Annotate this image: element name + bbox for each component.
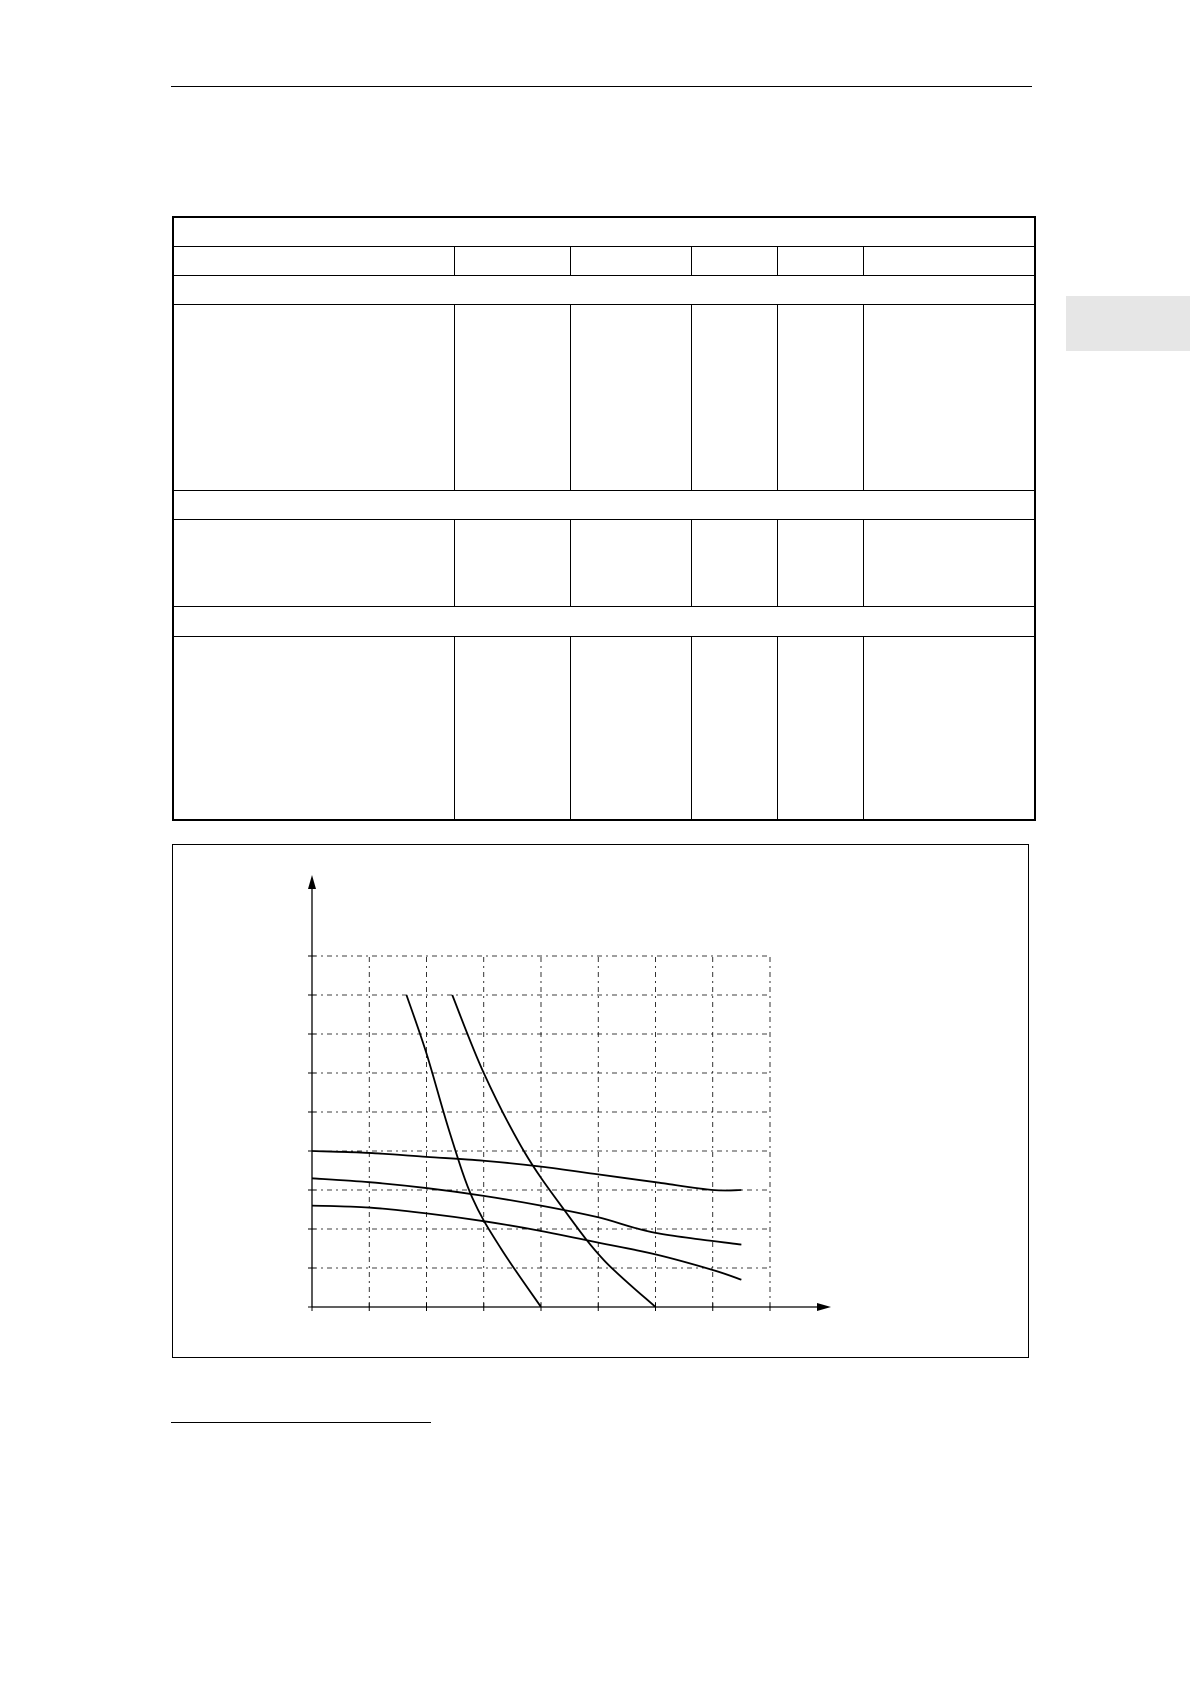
table-cell bbox=[173, 636, 454, 820]
header-cell-2 bbox=[454, 246, 570, 275]
table-cell bbox=[173, 304, 454, 490]
section-heading-cell-2 bbox=[173, 490, 1035, 519]
specification-table bbox=[172, 216, 1036, 821]
table-cell bbox=[454, 519, 570, 606]
table-title-cell bbox=[173, 217, 1035, 246]
header-cell-3 bbox=[570, 246, 691, 275]
footnote-rule bbox=[171, 1422, 431, 1423]
table-cell bbox=[863, 519, 1035, 606]
section-row-2 bbox=[173, 490, 1035, 519]
table-cell bbox=[777, 519, 863, 606]
table-header-row bbox=[173, 246, 1035, 275]
table-title-row bbox=[173, 217, 1035, 246]
section-row-3 bbox=[173, 607, 1035, 636]
series-line-3 bbox=[312, 1206, 741, 1280]
header-rule bbox=[171, 86, 1032, 87]
section-heading-cell-1 bbox=[173, 275, 1035, 304]
table-cell bbox=[570, 519, 691, 606]
header-cell-4 bbox=[691, 246, 777, 275]
table-row bbox=[173, 304, 1035, 490]
header-cell-5 bbox=[777, 246, 863, 275]
chapter-tab-marker bbox=[1066, 296, 1190, 351]
table-cell bbox=[777, 636, 863, 820]
header-cell-1 bbox=[173, 246, 454, 275]
table-cell bbox=[691, 519, 777, 606]
section-row-1 bbox=[173, 275, 1035, 304]
x-axis-arrow bbox=[817, 1303, 831, 1311]
series-line-2 bbox=[312, 1178, 741, 1244]
characteristic-curve-chart bbox=[173, 845, 1030, 1359]
table-cell bbox=[570, 636, 691, 820]
table-cell bbox=[777, 304, 863, 490]
header-cell-6 bbox=[863, 246, 1035, 275]
section-heading-cell-3 bbox=[173, 607, 1035, 636]
table-cell bbox=[863, 304, 1035, 490]
y-axis-arrow bbox=[308, 875, 316, 889]
table-row bbox=[173, 636, 1035, 820]
table-row bbox=[173, 519, 1035, 606]
table-cell bbox=[691, 636, 777, 820]
table-cell bbox=[570, 304, 691, 490]
table-cell bbox=[863, 636, 1035, 820]
table-cell bbox=[454, 636, 570, 820]
table-cell bbox=[691, 304, 777, 490]
table-cell bbox=[454, 304, 570, 490]
table-cell bbox=[173, 519, 454, 606]
chart-frame bbox=[172, 844, 1029, 1358]
